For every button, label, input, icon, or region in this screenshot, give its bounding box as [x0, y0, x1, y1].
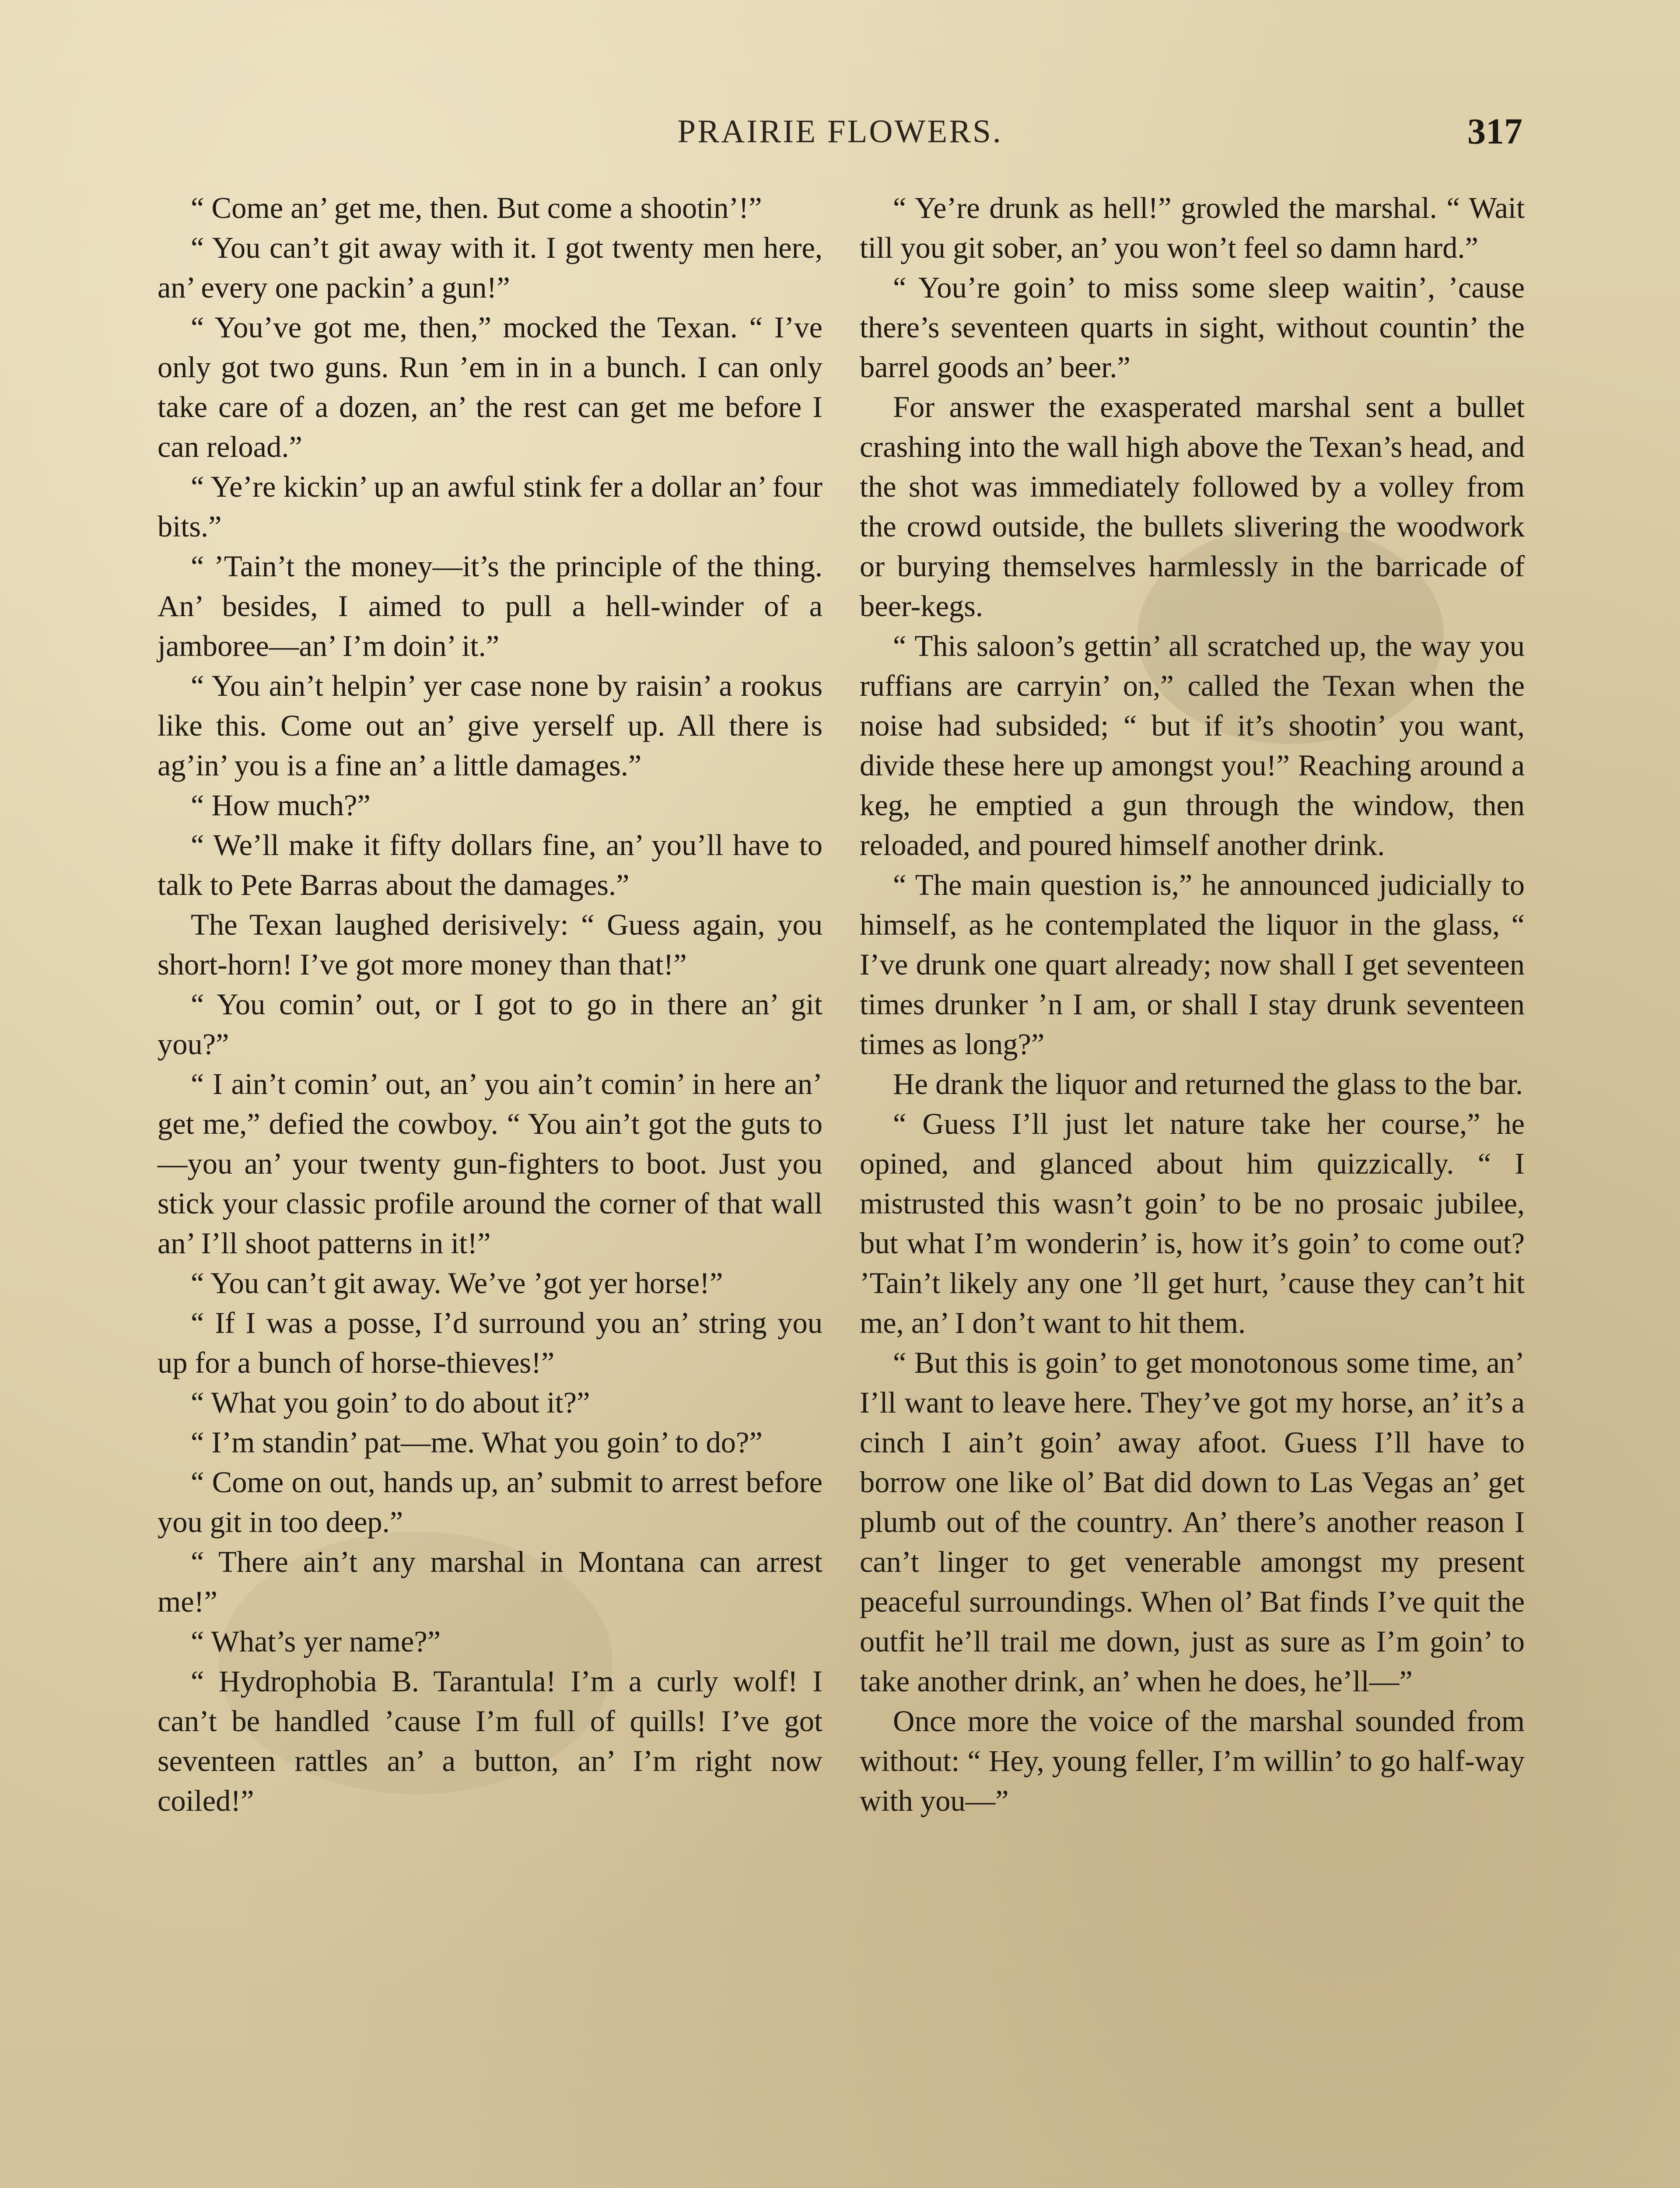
- paragraph: “ How much?”: [191, 789, 371, 822]
- right-column: [860, 188, 1525, 1821]
- paragraph: Once more the voice of the marshal sounded from without: “ Hey, young feller, I’m willin’ to go half-way with you—”: [860, 1704, 1525, 1817]
- paragraph: “ I’m standin’ pat—me. What you goin’ to do?”: [191, 1426, 763, 1459]
- paragraph: “ I ain’t comin’ out, an’ you ain’t comin’ in here an’ get me,” defied the cowboy. “ You ain’t got the guts to—you an’ your twenty gun-fighters to boot. Just you stick your classic profile around the corner of that wall an’ I’ll shoot patterns in it!”: [158, 1067, 822, 1260]
- page-number: 317: [1467, 111, 1522, 152]
- paragraph: “ What’s yer name?”: [191, 1625, 441, 1658]
- paragraph: “ Ye’re kickin’ up an awful stink fer a dollar an’ four bits.”: [158, 470, 822, 543]
- paragraph: He drank the liquor and returned the glass to the bar.: [893, 1067, 1523, 1101]
- paragraph: “ There ain’t any marshal in Montana can arrest me!”: [158, 1545, 822, 1618]
- left-column: [158, 188, 822, 1821]
- paragraph: “ If I was a posse, I’d surround you an’ string you up for a bunch of horse-thieves!”: [158, 1306, 822, 1379]
- paragraph: “ Come an’ get me, then. But come a shootin’!”: [191, 191, 762, 224]
- paragraph: “ We’ll make it fifty dollars fine, an’ you’ll have to talk to Pete Barras about the damages.”: [158, 828, 822, 901]
- running-head: PRAIRIE FLOWERS.: [677, 113, 1003, 150]
- paragraph: “ This saloon’s gettin’ all scratched up, the way you ruffians are carryin’ on,” called the Texan when the noise had subsided; “ but if it’s shootin’ you want, divide these here up amongst you!” Reaching around a keg, he emptied a gun through the window, then reloaded, and poured himself another drink.: [860, 629, 1525, 862]
- paragraph: “ Guess I’ll just let nature take her course,” he opined, and glanced about him quizzically. “ I mistrusted this wasn’t goin’ to be no prosaic jubilee, but what I’m wonderin’ is, how it’s goin’ to come out? ’Tain’t likely any one ’ll get hurt, ’cause they can’t hit me, an’ I don’t want to hit them.: [860, 1107, 1525, 1339]
- paragraph: “ You can’t git away. We’ve ’got yer horse!”: [191, 1266, 723, 1300]
- paragraph: For answer the exasperated marshal sent a bullet crashing into the wall high above the Texan’s head, and the shot was immediately followed by a volley from the crowd outside, the bullets slivering the woodwork or burying themselves harmlessly in the barricade of beer-kegs.: [860, 390, 1525, 623]
- paragraph: “ You’re goin’ to miss some sleep waitin’, ’cause there’s seventeen quarts in sight, without countin’ the barrel goods an’ beer.”: [860, 271, 1525, 384]
- paragraph: “ You ain’t helpin’ yer case none by raisin’ a rookus like this. Come out an’ give yerself up. All there is ag’in’ you is a fine an’ a little damages.”: [158, 669, 822, 782]
- paragraph: “ The main question is,” he announced judicially to himself, as he contemplated the liquor in the glass, “ I’ve drunk one quart already; now shall I get seventeen times drunker ’n I am, or shall I stay drunk seventeen times as long?”: [860, 868, 1525, 1061]
- paragraph: “ You comin’ out, or I got to go in there an’ git you?”: [158, 988, 822, 1061]
- paragraph: “ You’ve got me, then,” mocked the Texan. “ I’ve only got two guns. Run ’em in in a bunch. I can only take care of a dozen, an’ the rest can get me before I can reload.”: [158, 311, 822, 463]
- paragraph: The Texan laughed derisively: “ Guess again, you short-horn! I’ve got more money than that!”: [158, 908, 822, 981]
- paragraph: “ What you goin’ to do about it?”: [191, 1386, 590, 1419]
- page-header: [158, 113, 1522, 161]
- paragraph: “ Come on out, hands up, an’ submit to arrest before you git in too deep.”: [158, 1466, 822, 1539]
- paragraph: “ Ye’re drunk as hell!” growled the marshal. “ Wait till you git sober, an’ you won’t feel so damn hard.”: [860, 191, 1525, 264]
- paragraph: “ Hydrophobia B. Tarantula! I’m a curly wolf! I can’t be handled ’cause I’m full of quills! I’ve got seventeen rattles an’ a button, an’ I’m right now coiled!”: [158, 1665, 822, 1817]
- paragraph: “ ’Tain’t the money—it’s the principle of the thing. An’ besides, I aimed to pull a hell-winder of a jamboree—an’ I’m doin’ it.”: [158, 550, 822, 663]
- paragraph: “ You can’t git away with it. I got twenty men here, an’ every one packin’ a gun!”: [158, 231, 822, 304]
- paragraph: “ But this is goin’ to get monotonous some time, an’ I’ll want to leave here. They’ve got my horse, an’ it’s a cinch I ain’t goin’ away afoot. Guess I’ll have to borrow one like ol’ Bat did down to Las Vegas an’ get plumb out of the country. An’ there’s another reason I can’t linger to get venerable amongst my present peaceful surroundings. When ol’ Bat finds I’ve quit the outfit he’ll trail me down, just as sure as I’m goin’ to take another drink, an’ when he does, he’ll—”: [860, 1346, 1525, 1698]
